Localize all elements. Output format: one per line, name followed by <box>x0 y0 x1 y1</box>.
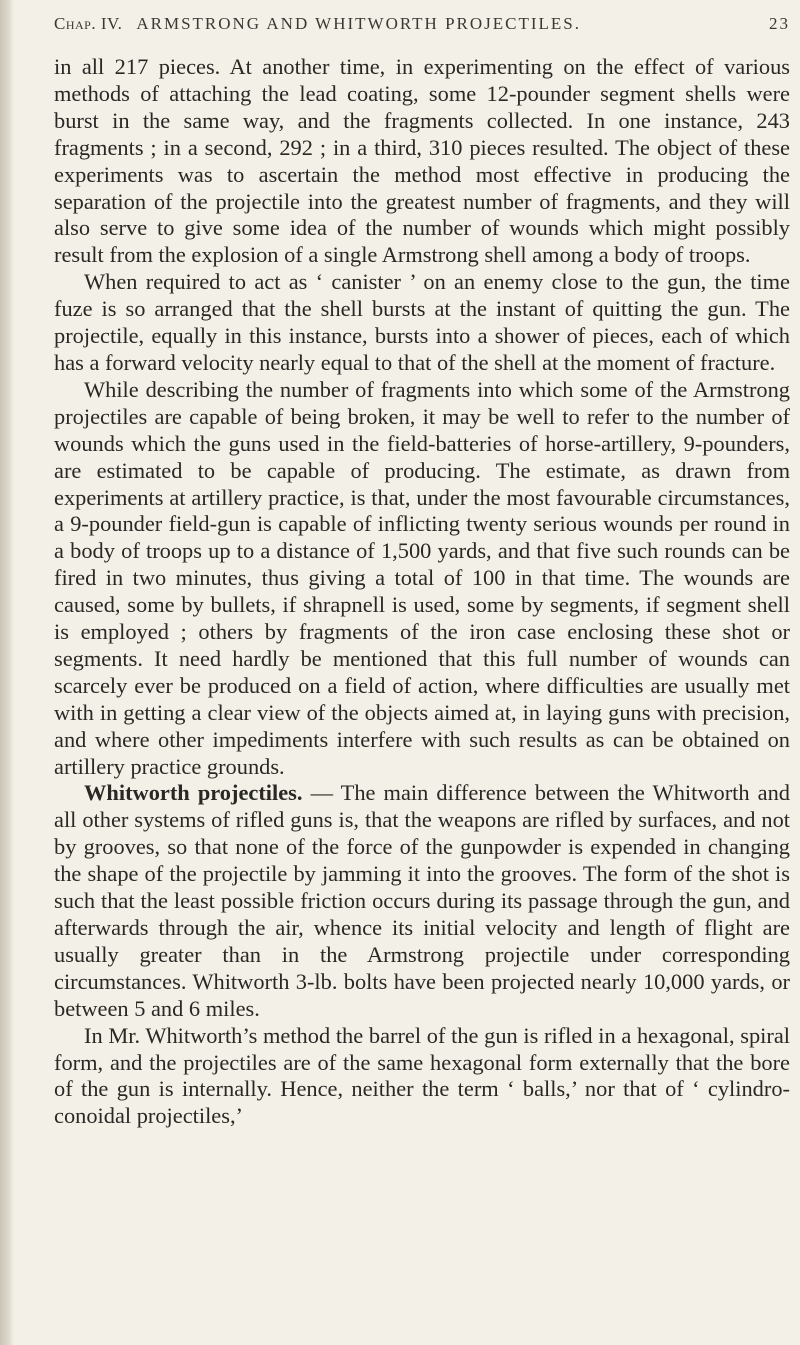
paragraph-wounds: While describing the number of fragments into which some of the Armstrong projectiles are capable of being broken, it may be well to refer to the number of wounds which the guns used in the field-batteries of horse-artillery, 9-pounders, are estimated to be capable of producing. The estimate, as drawn from experiments at artillery practice, is that, under the most favourable circumstances, a 9-pounder field-gun is capable of inflicting twenty serious wounds per round in a body of troops up to a distance of 1,500 yards, and that five such rounds can be fired in two minutes, thus giving a total of 100 in that time. The wounds are caused, some by bullets, if shrapnell is used, some by segments, if segment shell is employed ; others by fragments of the iron case enclosing these shot or segments. It need hardly be mentioned that this full number of wounds can scarcely ever be produced on a field of action, where difficulties are usually met with in getting a clear view of the objects aimed at, in laying guns with precision, and where other impediments interfere with such results as can be obtained on artillery practice grounds. <box>54 376 790 779</box>
page-content <box>54 14 790 1130</box>
paragraph-hexagonal: In Mr. Whitworth’s method the barrel of the gun is rifled in a hexagonal, spiral form, and the projectiles are of the same hexagonal form externally that the bore of the gun is internally. Hence, neither the term ‘ balls,’ nor that of ‘ cylindro-conoidal projectiles,’ <box>54 1022 790 1129</box>
running-head-title: ARMSTRONG AND WHITWORTH PROJECTILES. <box>136 14 582 33</box>
paragraph-whitworth <box>54 780 790 1022</box>
heading-dash: — <box>302 780 341 806</box>
running-head-left <box>54 14 581 34</box>
whitworth-text: The main difference between the Whitworth and all other systems of rifled guns is, that the weapons are rifled by surfaces, and not by grooves, so that none of the force of the gunpowder is expended in changing the shape of the projectile by jamming it into the grooves. The form of the shot is such that the least possible friction occurs during its passage through the gun, and afterwards through the air, whence its initial velocity and length of flight are usually greater than in the Armstrong projectile under corresponding circumstances. Whitworth 3-lb. bolts have been projected nearly 10,000 yards, or between 5 and 6 miles. <box>54 780 790 1021</box>
page-number: 23 <box>769 14 790 33</box>
body-text <box>54 54 790 1130</box>
paragraph-continued: in all 217 pieces. At another time, in experimenting on the effect of various methods of attaching the lead coating, some 12-pounder segment shells were burst in the same way, and the fragments collected. In one instance, 243 fragments ; in a second, 292 ; in a third, 310 pieces resulted. The object of these experiments was to ascertain the method most effective in producing the separation of the projectile into the greatest number of fragments, and they will also serve to give some idea of the number of wounds which might possibly result from the explosion of a single Armstrong shell among a body of troops. <box>54 54 790 268</box>
chapter-label: Chap. IV. <box>54 14 123 33</box>
paragraph-canister: When required to act as ‘ canister ’ on an enemy close to the gun, the time fuze is so arranged that the shell bursts at the instant of quitting the gun. The projectile, equally in this instance, bursts into a shower of pieces, each of which has a forward velocity nearly equal to that of the shell at the moment of fracture. <box>54 269 790 375</box>
running-head <box>54 14 790 54</box>
section-heading-whitworth: Whitworth projectiles. <box>84 780 303 806</box>
page-spine-shadow <box>0 0 14 1345</box>
